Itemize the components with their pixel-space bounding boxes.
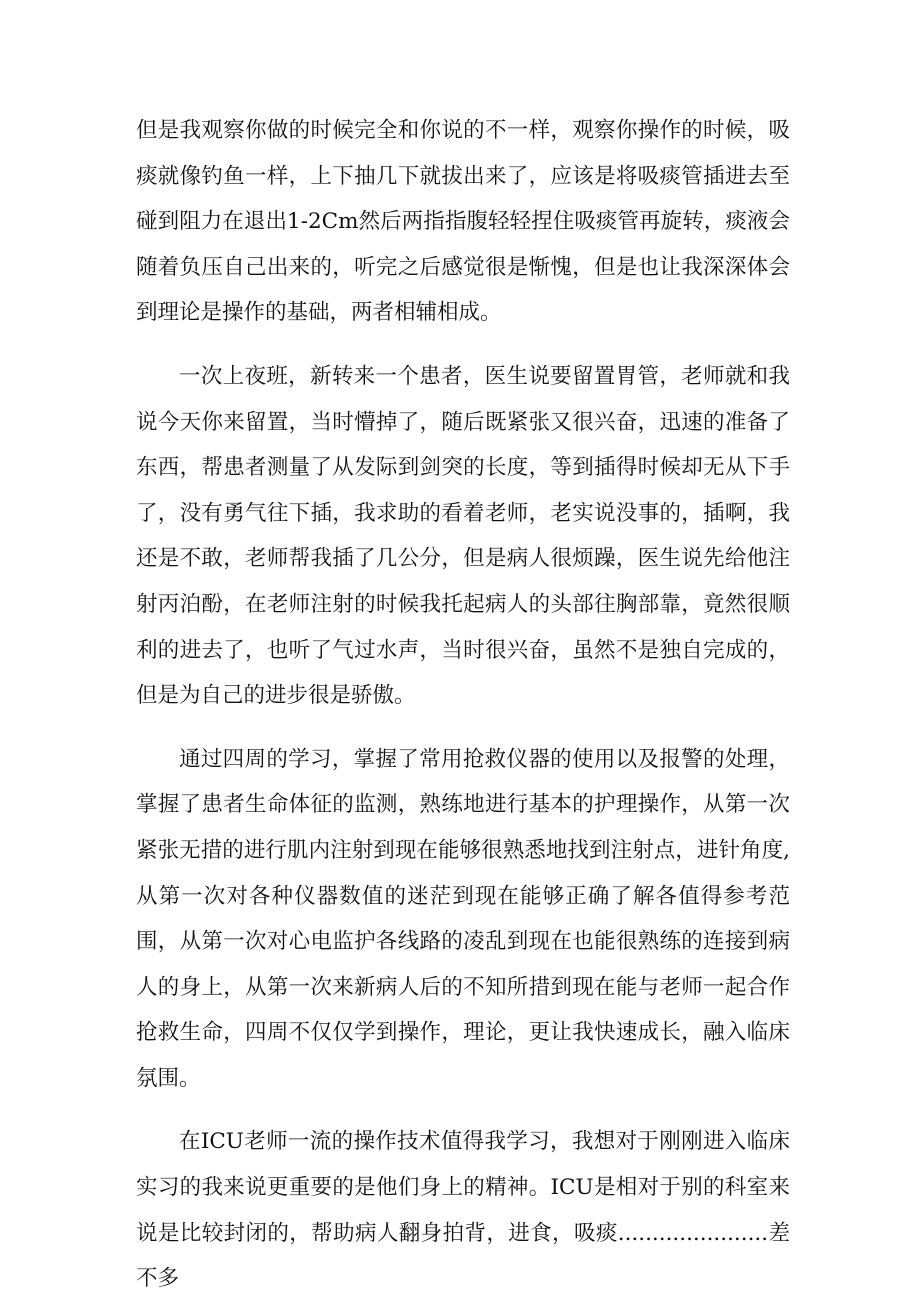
document-body bbox=[136, 108, 790, 1302]
paragraph-4: 在ICU老师一流的操作技术值得我学习，我想对于刚刚进入临床实习的我来说更重要的是他们身上的精神。ICU是相对于别的科室来说是比较封闭的，帮助病人翻身拍背，进食，吸痰......................差不多 bbox=[136, 1129, 790, 1292]
paragraph-2: 一次上夜班，新转来一个患者，医生说要留置胃管，老师就和我说今天你来留置，当时懵掉了，随后既紧张又很兴奋，迅速的准备了东西，帮患者测量了从发际到剑突的长度，等到插得时候却无从下手了，没有勇气往下插，我求助的看着老师，老实说没事的，插啊，我还是不敢，老师帮我插了几公分，但是病人很烦躁，医生说先给他注射丙泊酚，在老师注射的时候我托起病人的头部往胸部靠，竟然很顺利的进去了，也听了气过水声，当时很兴奋，虽然不是独自完成的，但是为自己的进步很是骄傲。 bbox=[136, 363, 790, 709]
paragraph-3: 通过四周的学习，掌握了常用抢救仪器的使用以及报警的处理，掌握了患者生命体征的监测，熟练地进行基本的护理操作，从第一次紧张无措的进行肌内注射到现在能够很熟悉地找到注射点，进针角度,从第一次对各种仪器数值的迷茫到现在能够正确了解各值得参考范围，从第一次对心电监护各线路的凌乱到现在也能很熟练的连接到病人的身上，从第一次来新病人后的不知所措到现在能与老师一起合作抢救生命，四周不仅仅学到操作，理论，更让我快速成长，融入临床氛围。 bbox=[136, 746, 790, 1091]
paragraph-1: 但是我观察你做的时候完全和你说的不一样，观察你操作的时候，吸痰就像钓鱼一样，上下抽几下就拔出来了，应该是将吸痰管插进去至碰到阻力在退出1-2Cm然后两指指腹轻轻捏住吸痰管再旋转，痰液会随着负压自己出来的，听完之后感觉很是惭愧，但是也让我深深体会到理论是操作的基础，两者相辅相成。 bbox=[136, 118, 790, 326]
